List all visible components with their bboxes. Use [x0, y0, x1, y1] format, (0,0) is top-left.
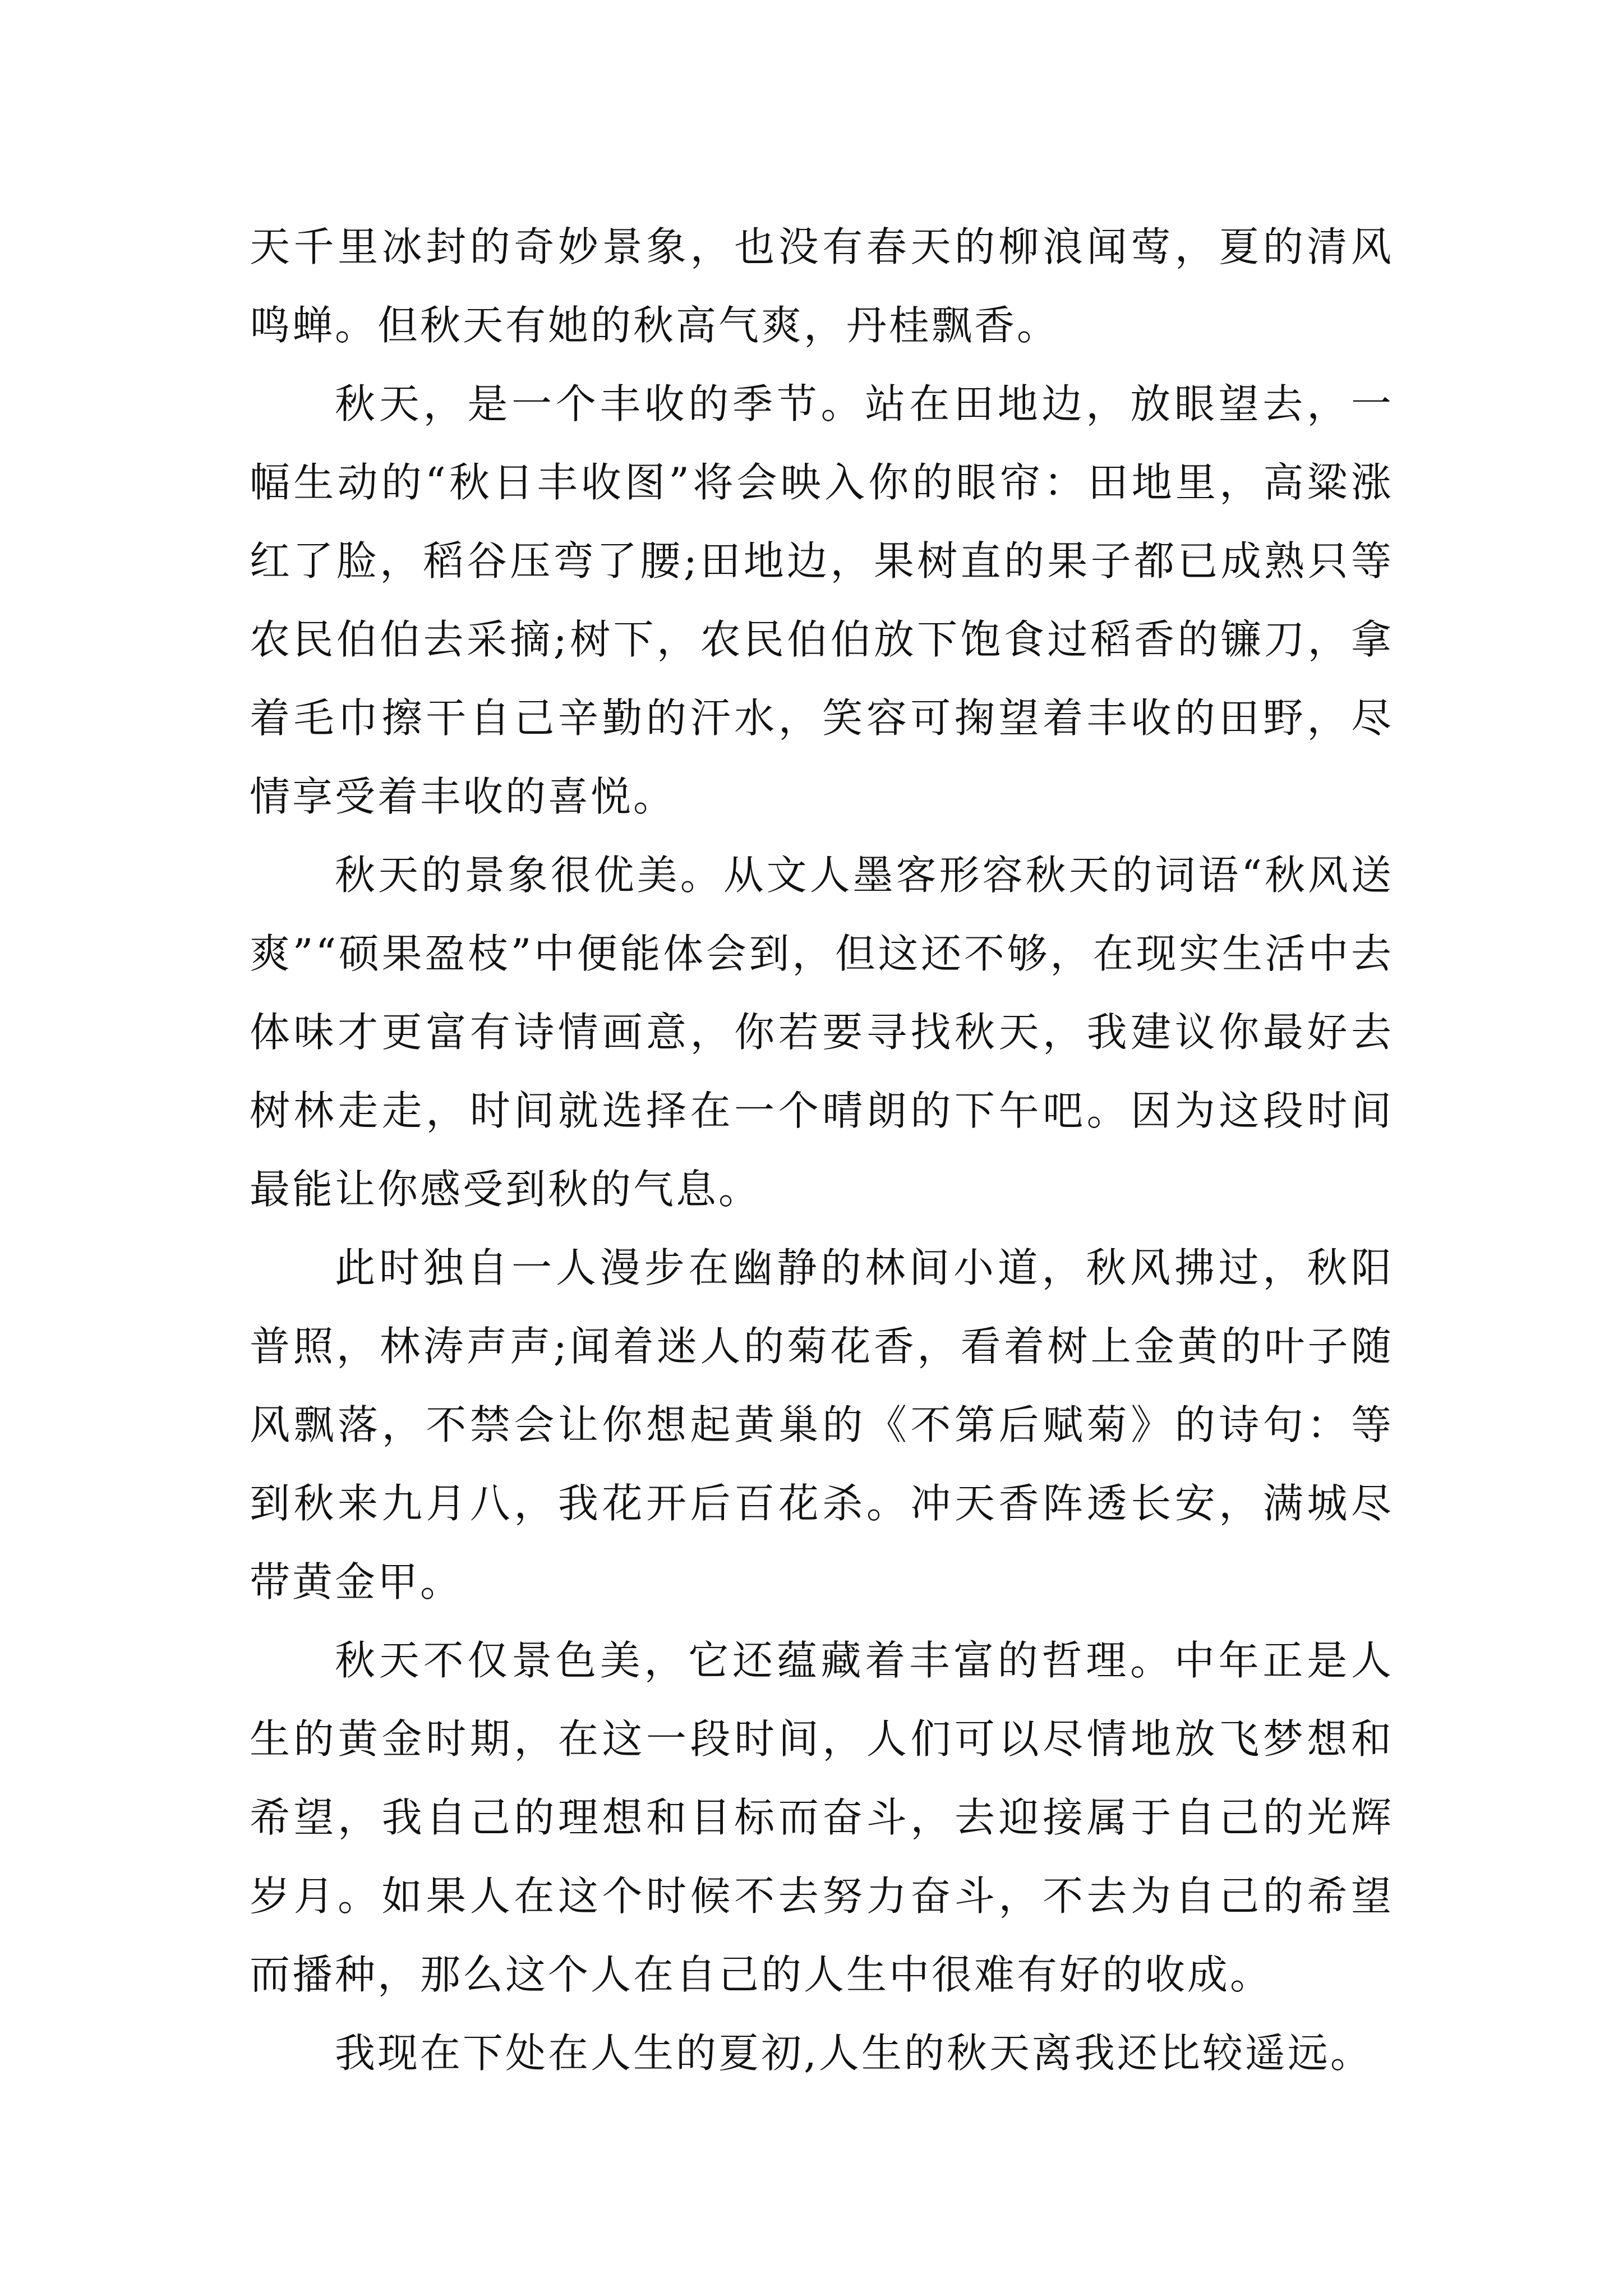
paragraph-4: 此时独自一人漫步在幽静的林间小道，秋风拂过，秋阳普照，林涛声声;闻着迷人的菊花香，看着树上金黄的叶子随风飘落，不禁会让你想起黄巢的《不第后赋菊》的诗句：等到秋来九月八，我花开后百花杀。冲天香阵透长安，满城尽带黄金甲。	[250, 1244, 1394, 1605]
paragraph-6: 我现在下处在人生的夏初,人生的秋天离我还比较遥远。	[335, 2030, 1373, 2077]
paragraph-2: 秋天，是一个丰收的季节。站在田地边，放眼望去，一幅生动的“秋日丰收图”将会映入你的眼帘：田地里，高粱涨红了脸，稻谷压弯了腰;田地边，果树直的果子都已成熟只等农民伯伯去采摘;树下，农民伯伯放下饱食过稻香的镰刀，拿着毛巾擦干自己辛勤的汗水，笑容可掬望着丰收的田野，尽情享受着丰收的喜悦。	[250, 380, 1394, 820]
paragraph-1: 天千里冰封的奇妙景象，也没有春天的柳浪闻莺，夏的清风鸣蝉。但秋天有她的秋高气爽，丹桂飘香。	[250, 223, 1394, 349]
essay-body	[250, 208, 1394, 2092]
paragraph-3: 秋天的景象很优美。从文人墨客形容秋天的词语“秋风送爽”“硕果盈枝”中便能体会到，但这还不够，在现实生活中去体味才更富有诗情画意，你若要寻找秋天，我建议你最好去树林走走，时间就选择在一个晴朗的下午吧。因为这段时间最能让你感受到秋的气息。	[250, 852, 1394, 1213]
paragraph-5: 秋天不仅景色美，它还蕴藏着丰富的哲理。中年正是人生的黄金时期，在这一段时间，人们可以尽情地放飞梦想和希望，我自己的理想和目标而奋斗，去迎接属于自己的光辉岁月。如果人在这个时候不去努力奋斗，不去为自己的希望而播种，那么这个人在自己的人生中很难有好的收成。	[250, 1637, 1394, 1998]
